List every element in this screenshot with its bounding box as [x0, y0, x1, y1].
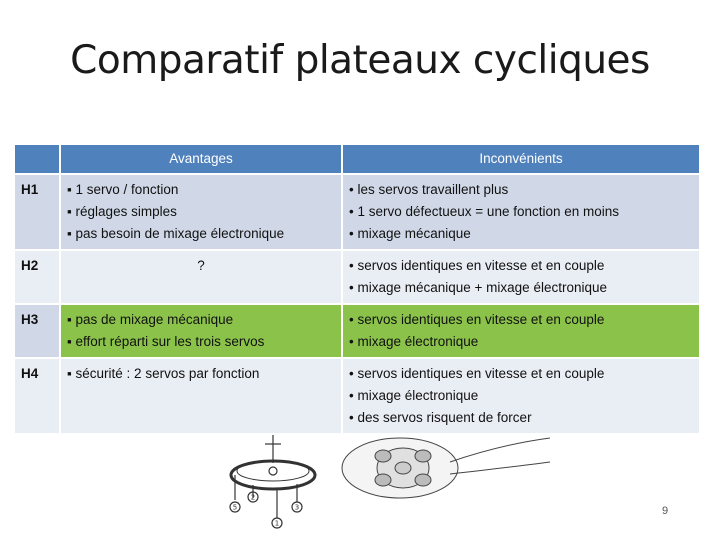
avantages-cell: [60, 174, 342, 250]
callout-label: 5: [232, 503, 238, 512]
slide-title: Comparatif plateaux cycliques: [70, 38, 650, 83]
table-header-row: [15, 145, 700, 174]
inconvenient-item: • servos identiques en vitesse et en couple: [349, 312, 605, 327]
callout-label: 1: [274, 519, 280, 528]
callout-label: 3: [294, 503, 300, 512]
table-row-h3: [15, 304, 700, 358]
inconvenients-cell: [342, 174, 700, 250]
swashplate-ring-diagram: [230, 435, 315, 528]
header-inconvenients: Inconvénients: [342, 145, 700, 174]
table-row-h4: [15, 358, 700, 434]
table-row-h2: [15, 250, 700, 304]
inconvenient-item: • les servos travaillent plus: [349, 182, 509, 197]
inconvenient-item: • mixage électronique: [349, 334, 479, 349]
inconvenients-cell: [342, 358, 700, 434]
avantage-item: ▪ effort réparti sur les trois servos: [67, 334, 265, 349]
inconvenient-item: • des servos risquent de forcer: [349, 410, 532, 425]
avantage-item: ▪ 1 servo / fonction: [67, 182, 179, 197]
comparison-table: [15, 145, 701, 435]
callout-label: 2: [250, 493, 256, 502]
avantage-item: ▪ pas de mixage mécanique: [67, 312, 234, 327]
avantage-item: ?: [197, 258, 205, 273]
avantage-item: ▪ pas besoin de mixage électronique: [67, 226, 285, 241]
avantages-cell: [60, 358, 342, 434]
avantages-cell: [60, 304, 342, 358]
inconvenient-item: • servos identiques en vitesse et en couple: [349, 366, 605, 381]
swashplate-diagrams: [225, 430, 555, 540]
swashplate-top-view: [342, 438, 550, 498]
header-empty-cell: [15, 145, 60, 174]
inconvenients-cell: [342, 250, 700, 304]
inconvenient-item: • mixage électronique: [349, 388, 479, 403]
row-label: H1: [15, 174, 60, 250]
avantage-item: ▪ sécurité : 2 servos par fonction: [67, 366, 260, 381]
avantages-cell: [60, 250, 342, 304]
row-label: H3: [15, 304, 60, 358]
inconvenient-item: • 1 servo défectueux = une fonction en moins: [349, 204, 620, 219]
inconvenient-item: • servos identiques en vitesse et en couple: [349, 258, 605, 273]
row-label: H4: [15, 358, 60, 434]
row-label: H2: [15, 250, 60, 304]
inconvenients-cell: [342, 304, 700, 358]
inconvenient-item: • mixage mécanique + mixage électronique: [349, 280, 607, 295]
avantage-item: ▪ réglages simples: [67, 204, 177, 219]
table-row-h1: [15, 174, 700, 250]
page-number: 9: [662, 505, 669, 517]
inconvenient-item: • mixage mécanique: [349, 226, 471, 241]
header-avantages: Avantages: [60, 145, 342, 174]
